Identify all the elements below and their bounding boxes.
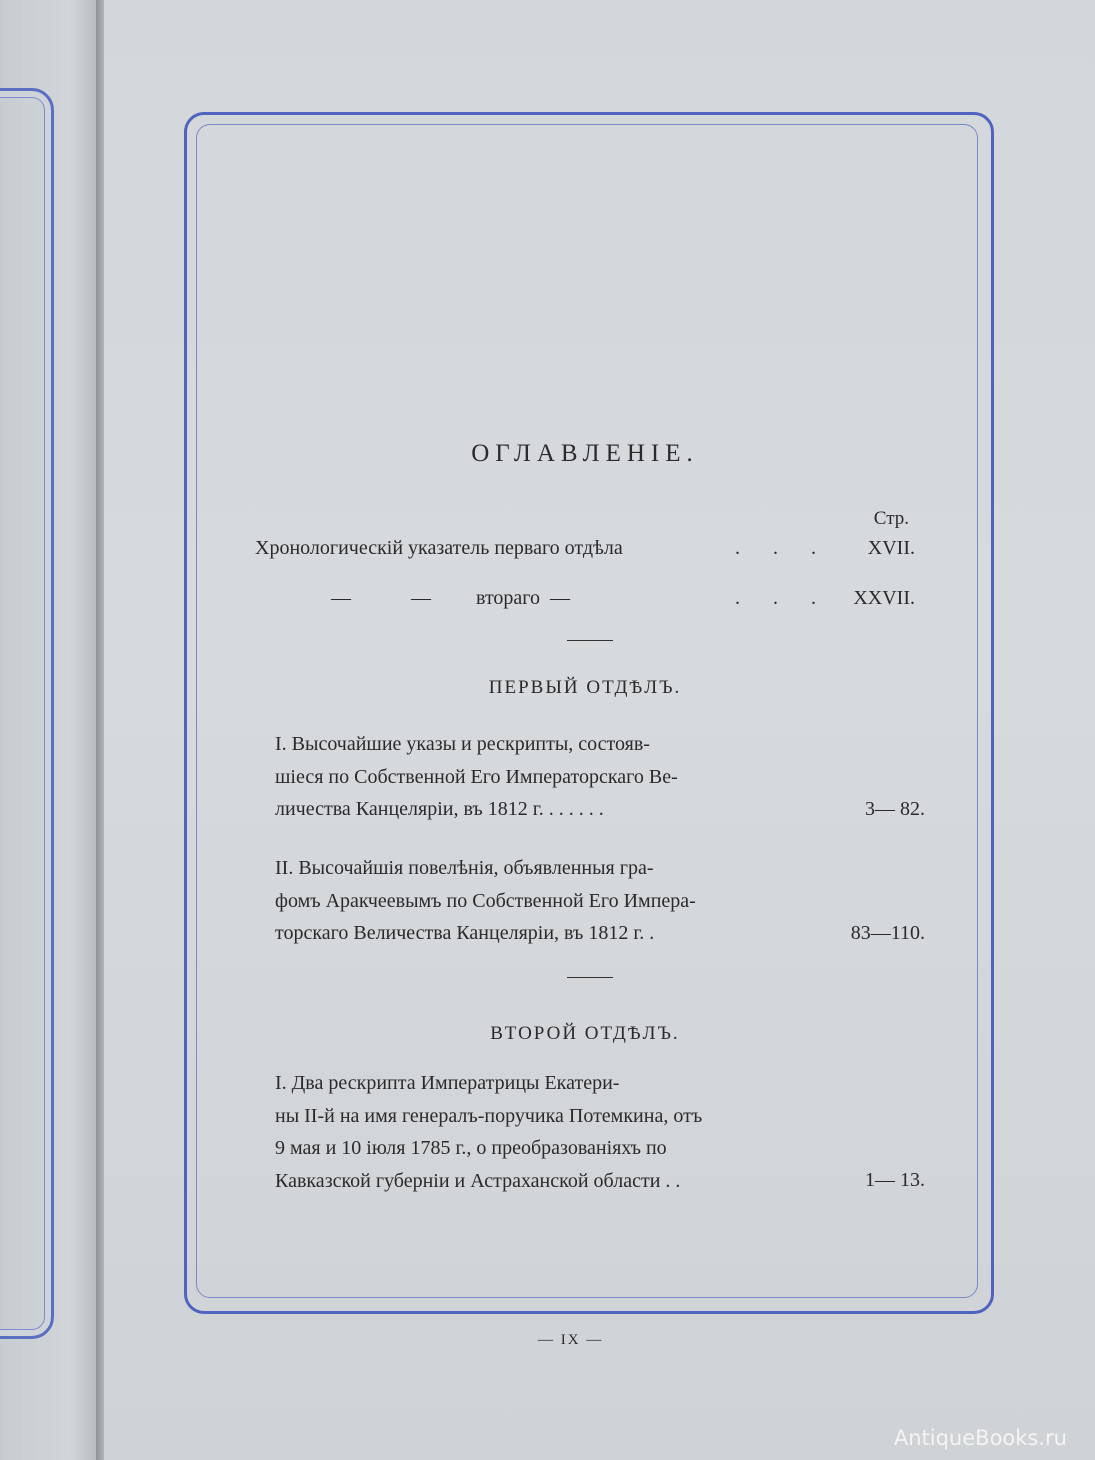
- section-divider: [567, 977, 613, 978]
- toc-title: ОГЛАВЛЕНІЕ.: [471, 440, 699, 467]
- entry-line: шіеся по Собственной Его Императорскаго Ве-: [275, 765, 678, 788]
- section-title: ПЕРВЫЙ ОТДѢЛЪ.: [488, 677, 682, 698]
- entry-line: личества Канцеляріи, въ 1812 г. . . . . . .: [275, 798, 604, 820]
- entry-line: фомъ Аракчеевымъ по Собственной Его Импера-: [275, 889, 696, 912]
- toc-row-page: XVII.: [867, 537, 915, 559]
- toc-row-text: Хронологическій указатель перваго отдѣла: [255, 537, 623, 559]
- toc-entry: [255, 852, 815, 950]
- entry-page: 83—110.: [850, 922, 925, 944]
- toc-row-text: — — втораго —: [331, 587, 571, 609]
- entry-line: ны II-й на имя генералъ-поручика Потемкина, отъ: [275, 1104, 703, 1127]
- entry-line: Кавказской губерніи и Астраханской области . .: [275, 1169, 681, 1192]
- entry-line: I. Высочайшие указы и рескрипты, состояв-: [275, 733, 650, 755]
- toc-entry: [255, 1067, 815, 1197]
- entry-line: I. Два рескрипта Императрицы Екатери-: [275, 1072, 620, 1094]
- entry-line: торскаго Величества Канцеляріи, въ 1812 г. .: [275, 922, 655, 944]
- entry-page: 1— 13.: [865, 1169, 925, 1191]
- section-divider: [567, 640, 613, 641]
- left-facing-page: [0, 0, 100, 1460]
- entry-line: 9 мая и 10 іюля 1785 г., о преобразованіяхъ по: [275, 1137, 667, 1159]
- left-page-border: [0, 88, 54, 1339]
- toc-content: [255, 0, 925, 1300]
- entry-page: 3— 82.: [865, 798, 925, 820]
- toc-row-dots: . . .: [735, 587, 830, 609]
- toc-row-dots: . . .: [735, 537, 830, 559]
- section-title: ВТОРОЙ ОТДѢЛЪ.: [490, 1023, 680, 1044]
- entry-line: II. Высочайшія повелѣнія, объявленныя гра-: [275, 857, 654, 879]
- page-folio: — IX —: [538, 1332, 604, 1348]
- site-watermark: AntiqueBooks.ru: [893, 1426, 1067, 1450]
- toc-entry: [255, 728, 815, 826]
- page-column-label: Стр.: [873, 508, 909, 529]
- toc-row-page: XXVII.: [853, 587, 915, 609]
